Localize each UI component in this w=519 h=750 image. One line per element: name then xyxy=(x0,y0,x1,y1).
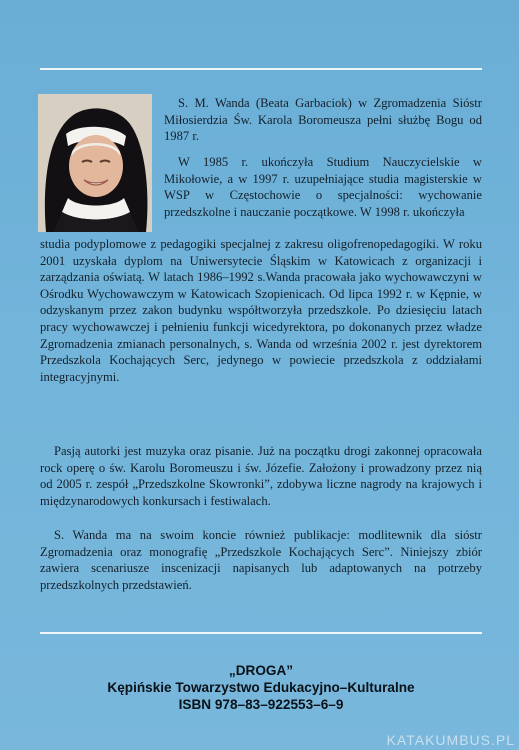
isbn-number: ISBN 978–83–922553–6–9 xyxy=(178,697,344,712)
publications-paragraph: S. Wanda ma na swoim koncie również publikacje: modlitewnik dla sióstr Zgromadzenia oraz monografię „Przedszkole Kochających Serc”. Niniejszy zbiór zawiera scenariusze inscenizacji napisanych lub adaptowanych na potrzeby przedszkolnych przedstawień. xyxy=(40,528,482,592)
top-divider xyxy=(40,68,482,70)
education-paragraph-start: W 1985 r. ukończyła Studium Nauczycielskie w Mikołowie, a w 1997 r. uzupełniające studia magisterskie w WSP w Częstochowie o specjalności: wychowanie przedszkolne i nauczanie początkowe. W 1998 r. ukończyła xyxy=(164,155,482,219)
author-intro-paragraph: S. M. Wanda (Beata Garbaciok) w Zgromadzenia Sióstr Miłosierdzia Św. Karola Boromeusza pełni służbę Bogu od 1987 r. xyxy=(164,96,482,144)
nun-portrait-image xyxy=(38,94,152,232)
education-paragraph-continued: studia podyplomowe z pedagogiki specjalnej z zakresu oligofrenopedagogiki. W roku 2001 uzyskała dyplom na Uniwersytecie Śląskim w Katowicach z organizacji i zarządzania oświatą. W latach 1986–1992 s.Wanda pracowała jako wychowawczyni w Ośrodku Wychowawczym w Katowicach Szopienicach. Od lipca 1992 r. w Kępnie, w odzyskanym przez zakon budynku współtworzyła przedszkole. Po dziesięciu latach pracy wychowawczej i pełnieniu funkcji wicedyrektora, po dokonanych przez władze Zgromadzenia zmianach personalnych, s. Wanda od września 2002 r. jest dyrektorem Przedszkola Kochających Serc, jedynego w powiecie przedszkola z oddziałami integracyjnymi. xyxy=(40,237,482,384)
publisher-block xyxy=(40,662,482,713)
watermark: KATAKUMBUS.PL xyxy=(386,732,515,748)
passion-paragraph: Pasją autorki jest muzyka oraz pisanie. Już na początku drogi zakonnej opracowała rock operę o św. Karolu Boromeuszu i św. Józefie. Założony i prowadzony przez nią od 2005 r. zespół „Przedszkolne Skowronki”, zdobywa liczne nagrody na krajowych i międzynarodowych konkursach i festiwalach. xyxy=(40,444,482,508)
publisher-society: Kępińskie Towarzystwo Edukacyjno–Kulturalne xyxy=(107,680,415,695)
publisher-name: „DROGA” xyxy=(228,663,294,678)
author-photo xyxy=(38,94,152,232)
bottom-divider xyxy=(40,632,482,634)
